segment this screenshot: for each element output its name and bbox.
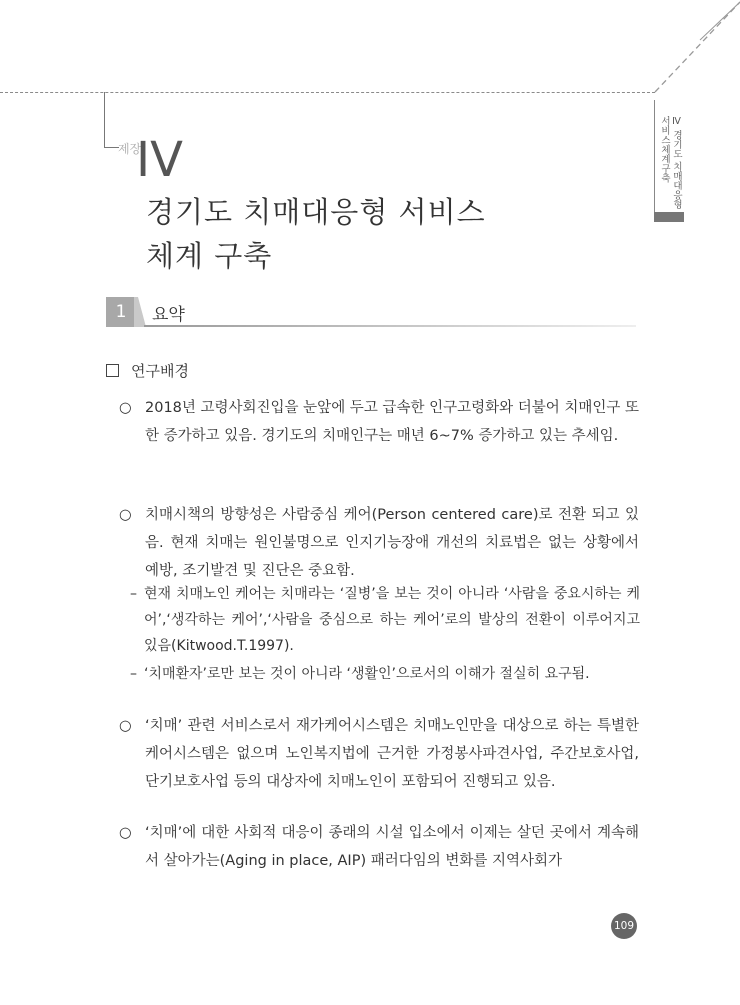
paragraph-text: 2018년 고령사회진입을 눈앞에 두고 급속한 인구고령화와 더불어 치매인구 또한 증가하고 있음. 경기도의 치매인구는 매년 6~7% 증가하고 있는 추세임. — [145, 400, 639, 444]
checkbox-square-icon — [106, 364, 119, 377]
running-header-sidebar — [654, 100, 684, 218]
sidebar-rule — [654, 100, 655, 212]
subheading-text: 연구배경 — [131, 362, 189, 380]
subheading — [106, 360, 189, 381]
dash-marker: – — [130, 666, 137, 682]
section-number: 1 — [106, 297, 136, 327]
circle-bullet-icon: ○ — [119, 507, 132, 523]
paragraph-4 — [119, 819, 639, 875]
circle-bullet-icon: ○ — [119, 400, 132, 416]
dash-item-1 — [130, 581, 640, 659]
paragraph-1 — [119, 394, 639, 450]
paragraph-text: 치매시책의 방향성은 사람중심 케어(Person centered care)로 전환 되고 있음. 현재 치매는 원인불명으로 인지기능장애 개선의 치료법은 없는 상황에서 예방, 조기발견 및 진단은 중요함. — [145, 507, 639, 579]
section-slant-decoration — [134, 297, 148, 327]
circle-bullet-icon: ○ — [119, 825, 132, 841]
paragraph-2 — [119, 501, 639, 585]
chapter-title-line-2: 체계 구축 — [146, 239, 273, 273]
paragraph-text: ‘치매’에 대한 사회적 대응이 종래의 시설 입소에서 이제는 살던 곳에서 계속해서 살아가는(Aging in place, AIP) 패러다임의 변화를 지역사회가 — [145, 825, 639, 869]
section-heading — [106, 297, 636, 327]
sidebar-bar — [654, 212, 684, 222]
sidebar-chapter-text: Ⅳ 경기도 치매대응형 — [671, 116, 682, 210]
sidebar-chapter-text-2: 서비스체계구축 — [659, 116, 670, 183]
section-label: 요약 — [152, 305, 185, 325]
chapter-title — [146, 190, 486, 278]
chapter-number: IV — [136, 132, 183, 188]
paragraph-text: ‘치매’ 관련 서비스로서 재가케어시스템은 치매노인만을 대상으로 하는 특별한 케어시스템은 없으며 노인복지법에 근거한 가정봉사파견사업, 주간보호사업, 단기보호사업 등의 대상자에 치매노인이 포함되어 진행되고 있음. — [145, 718, 639, 790]
section-underline — [144, 325, 636, 327]
dash-marker: – — [130, 586, 137, 602]
dash-item-2 — [130, 661, 640, 687]
dash-item-text: ‘치매환자’로만 보는 것이 아니라 ‘생활인’으로서의 이해가 절실히 요구됨. — [144, 666, 590, 682]
page-number: 109 — [611, 913, 637, 939]
dash-item-text: 현재 치매노인 케어는 치매라는 ‘질병’을 보는 것이 아니라 ‘사람을 중요시하는 케어’,‘생각하는 케어’,‘사람을 중심으로 하는 케어’로의 발상의 전환이 이루어지고 있음(Kitwood.T.1997). — [144, 586, 640, 654]
circle-bullet-icon: ○ — [119, 718, 132, 734]
paragraph-3 — [119, 712, 639, 796]
chapter-small-label: 제장 — [118, 142, 142, 156]
chapter-bracket — [104, 92, 119, 148]
chapter-title-line-1: 경기도 치매대응형 서비스 — [146, 195, 486, 229]
